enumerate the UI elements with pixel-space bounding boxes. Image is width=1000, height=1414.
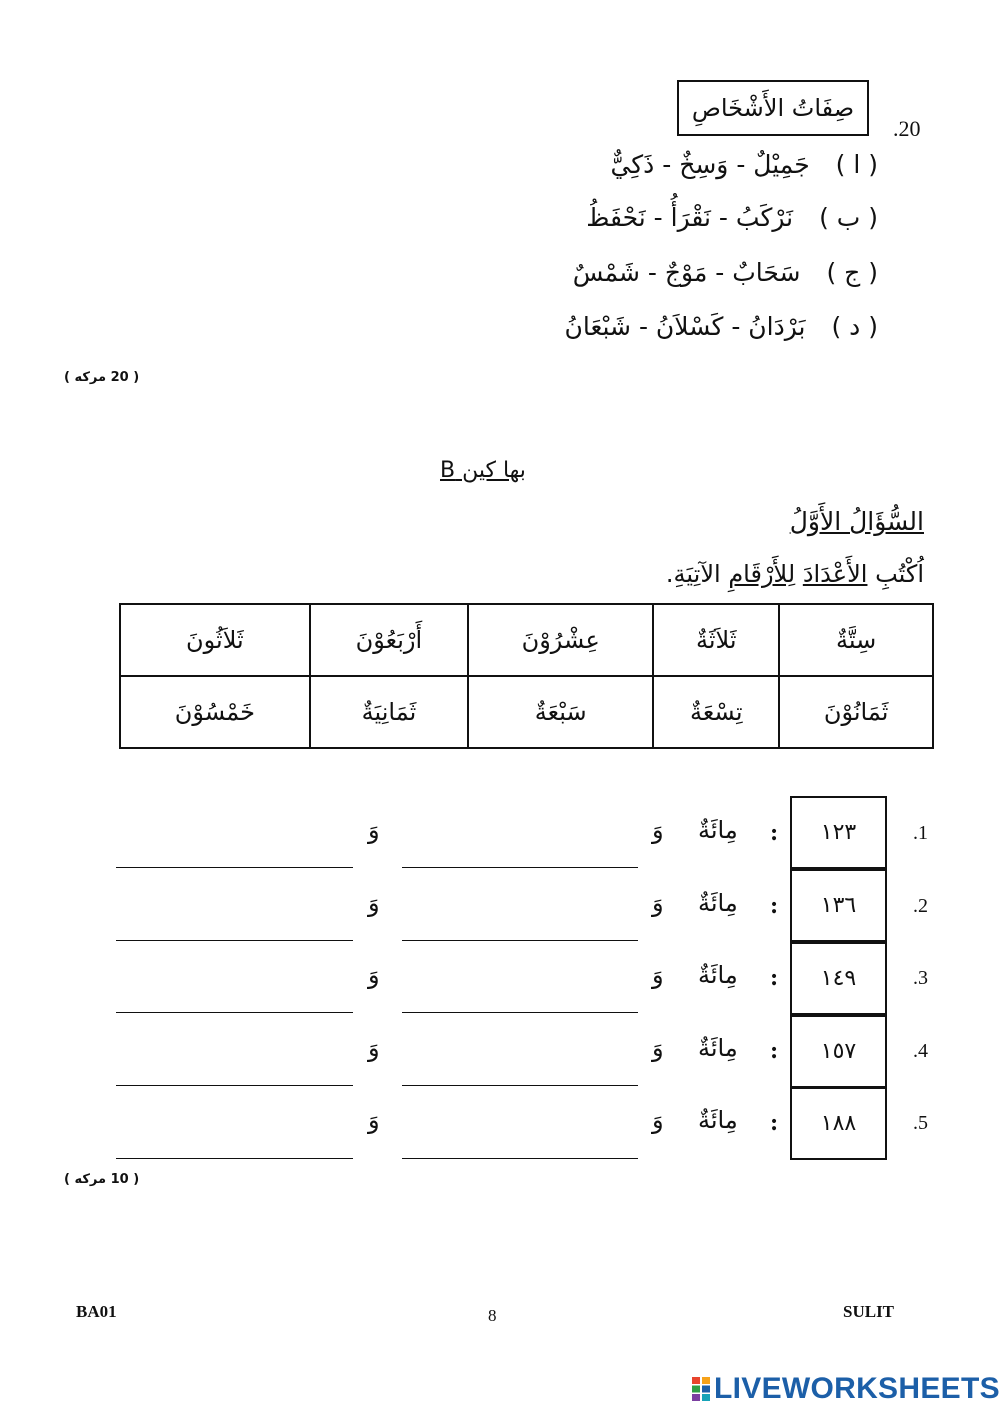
option-a[interactable] bbox=[610, 150, 878, 179]
answer-blank[interactable] bbox=[116, 867, 353, 868]
question-title-box bbox=[677, 80, 869, 136]
table-cell: تِسْعَةٌ bbox=[653, 676, 779, 748]
question-number: .20 bbox=[893, 116, 921, 141]
number-box: ١٤٩ bbox=[790, 942, 887, 1015]
option-letter: ( ج ) bbox=[826, 258, 878, 287]
and-word: وَ bbox=[652, 1106, 664, 1134]
colon: : bbox=[770, 1038, 779, 1064]
table-cell: سِتَّةٌ bbox=[779, 604, 933, 676]
option-text: جَمِيْلٌ - وَسِخٌ - ذَكِيٌّ bbox=[610, 150, 810, 179]
exercise-number: .2 bbox=[913, 895, 928, 917]
and-word: وَ bbox=[652, 961, 664, 989]
answer-blank[interactable] bbox=[402, 867, 638, 868]
instruction bbox=[666, 560, 924, 588]
hundred-word: مِائَةٌ bbox=[698, 889, 738, 917]
hundred-word: مِائَةٌ bbox=[698, 1034, 738, 1062]
table-row bbox=[120, 604, 933, 676]
table-cell: ثَلاَثُونَ bbox=[120, 604, 310, 676]
answer-blank[interactable] bbox=[402, 940, 638, 941]
footer-status: SULIT bbox=[843, 1302, 895, 1321]
hundred-word: مِائَةٌ bbox=[698, 816, 738, 844]
liveworksheets-icon bbox=[692, 1377, 710, 1401]
brand-logo bbox=[692, 1372, 1000, 1406]
option-b[interactable] bbox=[586, 203, 878, 232]
table-cell: ثَمَانِيَةٌ bbox=[310, 676, 468, 748]
option-d[interactable] bbox=[564, 312, 878, 341]
section-heading: بها كين B bbox=[440, 458, 526, 483]
hundred-word: مِائَةٌ bbox=[698, 961, 738, 989]
answer-blank[interactable] bbox=[402, 1158, 638, 1159]
and-word: وَ bbox=[368, 961, 380, 989]
and-word: وَ bbox=[368, 889, 380, 917]
marks-label: ( 10 مركه ) bbox=[64, 1172, 140, 1187]
option-text: نَرْكَبُ - نَقْرَأُ - نَحْفَظُ bbox=[586, 203, 794, 232]
table-cell: سَبْعَةٌ bbox=[468, 676, 653, 748]
instruction-underlined: الأَعْدَادَ bbox=[802, 560, 868, 588]
hundred-word: مِائَةٌ bbox=[698, 1106, 738, 1134]
answer-blank[interactable] bbox=[402, 1085, 638, 1086]
instruction-text: اُكْتُبِ bbox=[867, 560, 924, 588]
option-c[interactable] bbox=[573, 258, 878, 287]
exercise-number: .3 bbox=[913, 967, 928, 989]
brand-name: LIVEWORKSHEETS bbox=[714, 1372, 1000, 1405]
exercise-number: .4 bbox=[913, 1040, 928, 1062]
table-row bbox=[120, 676, 933, 748]
and-word: وَ bbox=[652, 889, 664, 917]
number-words-table bbox=[119, 603, 934, 749]
answer-blank[interactable] bbox=[116, 1012, 353, 1013]
number-box: ١٥٧ bbox=[790, 1015, 887, 1088]
option-text: بَرْدَانُ - كَسْلاَنُ - شَبْعَانُ bbox=[564, 312, 806, 341]
answer-blank[interactable] bbox=[116, 1158, 353, 1159]
instruction-text: الآتِيَةِ. bbox=[665, 560, 729, 588]
answer-blank[interactable] bbox=[116, 1085, 353, 1086]
option-letter: ( ب ) bbox=[819, 203, 878, 232]
and-word: وَ bbox=[368, 816, 380, 844]
option-letter: ( د ) bbox=[831, 312, 878, 341]
colon: : bbox=[770, 820, 779, 846]
table-cell: ثَمَانُوْنَ bbox=[779, 676, 933, 748]
and-word: وَ bbox=[368, 1034, 380, 1062]
question-title: صِفَاتُ الأَشْخَاصِ bbox=[691, 94, 855, 122]
answer-blank[interactable] bbox=[116, 940, 353, 941]
and-word: وَ bbox=[368, 1106, 380, 1134]
number-box: ١٣٦ bbox=[790, 869, 887, 942]
colon: : bbox=[770, 965, 779, 991]
exercise-number: .1 bbox=[913, 822, 928, 844]
table-cell: خَمْسُوْنَ bbox=[120, 676, 310, 748]
table-cell: عِشْرُوْنَ bbox=[468, 604, 653, 676]
exercise-number: .5 bbox=[913, 1112, 928, 1134]
colon: : bbox=[770, 1110, 779, 1136]
marks-label: ( 20 مركه ) bbox=[64, 370, 140, 385]
and-word: وَ bbox=[652, 816, 664, 844]
table-cell: أَرْبَعُوْنَ bbox=[310, 604, 468, 676]
instruction-space bbox=[795, 560, 803, 588]
answer-blank[interactable] bbox=[402, 1012, 638, 1013]
page-number: 8 bbox=[488, 1306, 497, 1325]
footer-code: BA01 bbox=[76, 1302, 117, 1321]
question-title: السُّؤَالُ الأَوَّلُ bbox=[789, 507, 924, 536]
option-text: سَحَابٌ - مَوْجٌ - شَمْسٌ bbox=[572, 258, 801, 287]
and-word: وَ bbox=[652, 1034, 664, 1062]
table-cell: ثَلاَثَةٌ bbox=[653, 604, 779, 676]
instruction-underlined: لِلأَرْقَامِ bbox=[728, 560, 796, 588]
number-box: ١٢٣ bbox=[790, 796, 887, 869]
colon: : bbox=[770, 893, 779, 919]
number-box: ١٨٨ bbox=[790, 1087, 887, 1160]
option-letter: ( ا ) bbox=[835, 150, 878, 179]
